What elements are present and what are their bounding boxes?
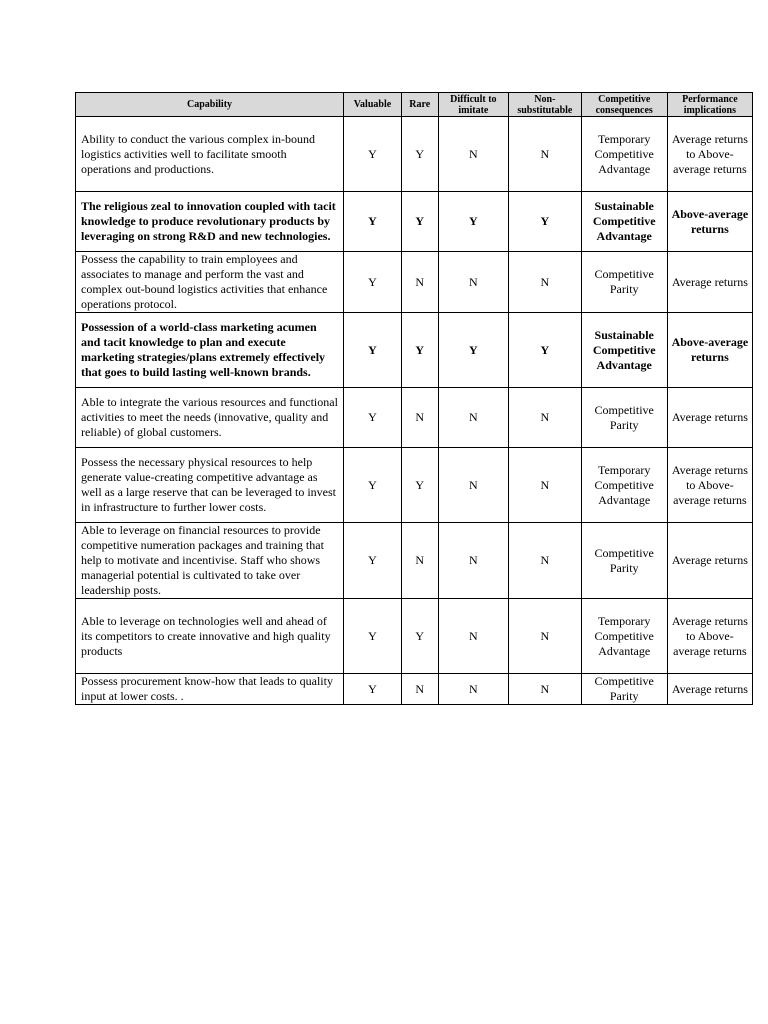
performance-cell: Above-average returns — [667, 313, 752, 388]
nonsub-cell: N — [509, 388, 582, 448]
valuable-cell: Y — [344, 117, 402, 192]
competitive-cell: Temporary Competitive Advantage — [581, 117, 667, 192]
difficult-cell: N — [438, 117, 508, 192]
difficult-cell: N — [438, 599, 508, 674]
nonsub-cell: N — [509, 674, 582, 705]
difficult-cell: Y — [438, 313, 508, 388]
difficult-cell: N — [438, 674, 508, 705]
valuable-cell: Y — [344, 192, 402, 252]
table-row — [76, 674, 753, 705]
performance-cell: Average returns — [667, 388, 752, 448]
nonsub-cell: N — [509, 523, 582, 599]
header-competitive-consequences: Competitive consequences — [581, 93, 667, 117]
nonsub-cell: N — [509, 117, 582, 192]
header-difficult-to-imitate: Difficult to imitate — [438, 93, 508, 117]
capability-cell: The religious zeal to innovation coupled with tacit knowledge to produce revolutionary products by leveraging on strong R&D and new technologies. — [76, 192, 344, 252]
competitive-cell: Sustainable Competitive Advantage — [581, 313, 667, 388]
valuable-cell: Y — [344, 388, 402, 448]
performance-cell: Average returns to Above-average returns — [667, 599, 752, 674]
nonsub-cell: Y — [509, 192, 582, 252]
table-row — [76, 388, 753, 448]
header-non-substitutable: Non-substitutable — [509, 93, 582, 117]
vrio-table — [75, 92, 753, 705]
rare-cell: N — [401, 252, 438, 313]
competitive-cell: Competitive Parity — [581, 674, 667, 705]
difficult-cell: N — [438, 448, 508, 523]
difficult-cell: N — [438, 523, 508, 599]
difficult-cell: N — [438, 388, 508, 448]
performance-cell: Average returns — [667, 252, 752, 313]
capability-cell: Able to leverage on technologies well and ahead of its competitors to create innovative and high quality products — [76, 599, 344, 674]
table-row — [76, 192, 753, 252]
valuable-cell: Y — [344, 448, 402, 523]
rare-cell: Y — [401, 117, 438, 192]
valuable-cell: Y — [344, 252, 402, 313]
performance-cell: Average returns — [667, 674, 752, 705]
capability-cell: Able to integrate the various resources and functional activities to meet the needs (innovative, quality and reliable) of global customers. — [76, 388, 344, 448]
capability-cell: Able to leverage on financial resources to provide competitive numeration packages and training that help to motivate and incentivise. Staff who shows managerial potential is cultivated to take over leadership posts. — [76, 523, 344, 599]
competitive-cell: Competitive Parity — [581, 523, 667, 599]
table-header-row — [76, 93, 753, 117]
capability-cell: Ability to conduct the various complex in-bound logistics activities well to facilitate smooth operations and productions. — [76, 117, 344, 192]
header-rare: Rare — [401, 93, 438, 117]
rare-cell: N — [401, 523, 438, 599]
competitive-cell: Sustainable Competitive Advantage — [581, 192, 667, 252]
rare-cell: N — [401, 388, 438, 448]
table-row — [76, 448, 753, 523]
valuable-cell: Y — [344, 674, 402, 705]
difficult-cell: Y — [438, 192, 508, 252]
header-performance-implications: Performance implications — [667, 93, 752, 117]
difficult-cell: N — [438, 252, 508, 313]
competitive-cell: Competitive Parity — [581, 252, 667, 313]
valuable-cell: Y — [344, 599, 402, 674]
header-valuable: Valuable — [344, 93, 402, 117]
rare-cell: Y — [401, 599, 438, 674]
capability-cell: Possess the necessary physical resources to help generate value-creating competitive advantage as well as a large reserve that can be leveraged to invest in infrastructure to further lower costs. — [76, 448, 344, 523]
competitive-cell: Temporary Competitive Advantage — [581, 599, 667, 674]
nonsub-cell: N — [509, 252, 582, 313]
nonsub-cell: N — [509, 448, 582, 523]
table-row — [76, 117, 753, 192]
table-row — [76, 599, 753, 674]
nonsub-cell: Y — [509, 313, 582, 388]
rare-cell: Y — [401, 448, 438, 523]
performance-cell: Average returns — [667, 523, 752, 599]
capability-cell: Possession of a world-class marketing acumen and tacit knowledge to plan and execute marketing strategies/plans extremely effectively that goes to build lasting well-known brands. — [76, 313, 344, 388]
rare-cell: Y — [401, 313, 438, 388]
capability-cell: Possess procurement know-how that leads to quality input at lower costs. . — [76, 674, 344, 705]
competitive-cell: Competitive Parity — [581, 388, 667, 448]
competitive-cell: Temporary Competitive Advantage — [581, 448, 667, 523]
valuable-cell: Y — [344, 523, 402, 599]
performance-cell: Average returns to Above-average returns — [667, 448, 752, 523]
rare-cell: N — [401, 674, 438, 705]
valuable-cell: Y — [344, 313, 402, 388]
capability-cell: Possess the capability to train employees and associates to manage and perform the vast and complex out-bound logistics activities that enhance operations protocol. — [76, 252, 344, 313]
header-capability: Capability — [76, 93, 344, 117]
performance-cell: Average returns to Above-average returns — [667, 117, 752, 192]
rare-cell: Y — [401, 192, 438, 252]
nonsub-cell: N — [509, 599, 582, 674]
performance-cell: Above-average returns — [667, 192, 752, 252]
table-row — [76, 523, 753, 599]
table-row — [76, 252, 753, 313]
table-row — [76, 313, 753, 388]
